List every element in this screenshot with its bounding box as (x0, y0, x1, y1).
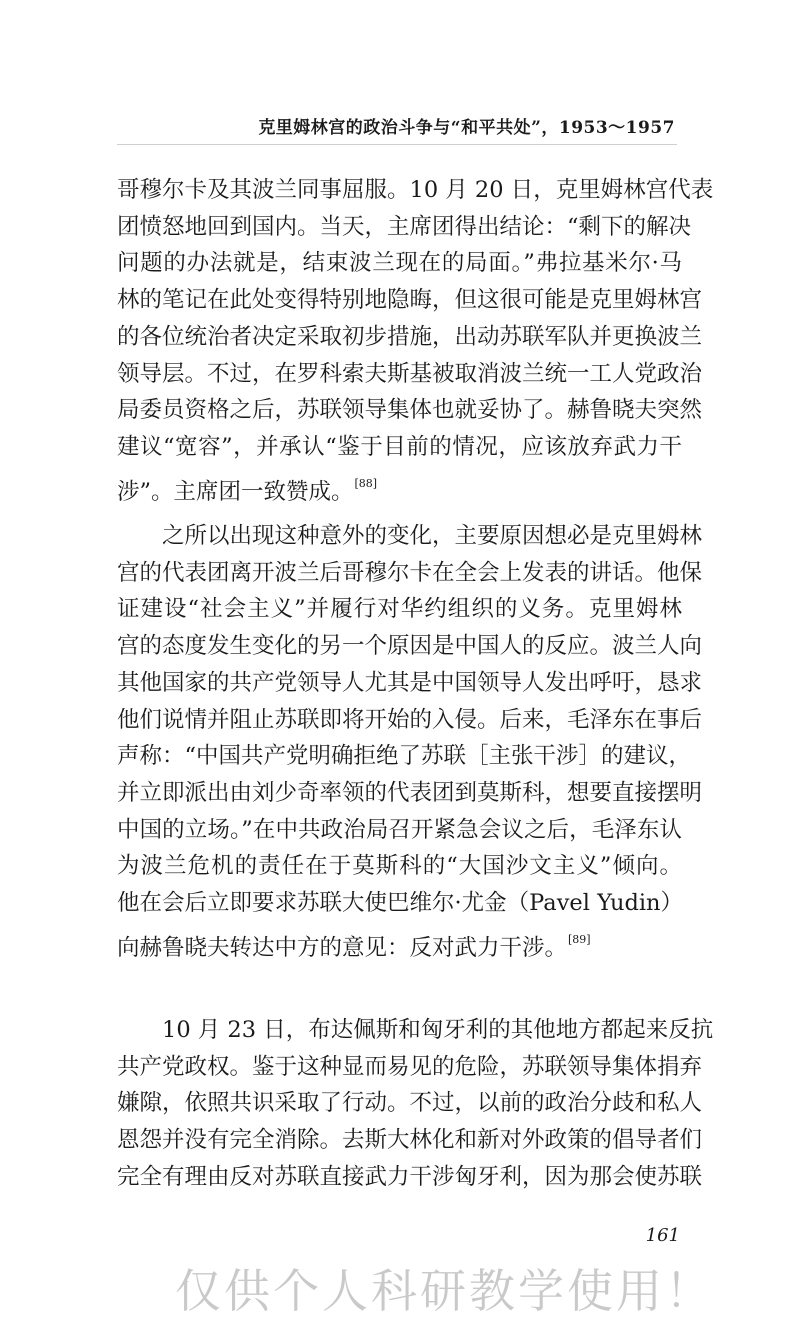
text-line: 团愤怒地回到国内。当天，主席团得出结论：“剩下的解决 (117, 213, 692, 240)
text-line: 建议“宽容”，并承认“鉴于目前的情况，应该放弃武力干 (117, 433, 682, 460)
text-line (117, 922, 682, 967)
text-line: 声称：“中国共产党明确拒绝了苏联［主张干涉］的建议， (117, 743, 692, 770)
text-line (117, 466, 682, 511)
text-line-content: 涉”。主席团一致赞成。 (117, 478, 354, 505)
text-line: 完全有理由反对苏联直接武力干涉匈牙利，因为那会使苏联 (117, 1163, 703, 1190)
text-line: 的各位统治者决定采取初步措施，出动苏联军队并更换波兰 (117, 323, 703, 350)
text-line: 他在会后立即要求苏联大使巴维尔·尤金（Pavel Yudin） (117, 890, 684, 917)
text-line-content: 向赫鲁晓夫转达中方的意见：反对武力干涉。 (117, 934, 568, 961)
running-header: 克里姆林宫的政治斗争与“和平共处”，1953～1957 (258, 118, 675, 138)
paragraph-1 (117, 172, 714, 510)
text-line: 中国的立场。”在中共政治局召开紧急会议之后，毛泽东认 (117, 816, 682, 843)
header-divider (117, 144, 677, 145)
text-line: 林的笔记在此处变得特别地隐晦，但这很可能是克里姆林宫 (117, 287, 703, 314)
text-line: 宫的代表团离开波兰后哥穆尔卡在全会上发表的讲话。他保 (117, 559, 703, 586)
text-line: 宫的态度发生变化的另一个原因是中国人的反应。波兰人向 (117, 633, 703, 660)
text-line: 10 月 23 日，布达佩斯和匈牙利的其他地方都起来反抗 (162, 1017, 714, 1043)
watermark: 仅供个人科研教学使用！ (175, 1264, 714, 1318)
text-line: 他们说情并阻止苏联即将开始的入侵。后来，毛泽东在事后 (117, 706, 703, 733)
text-line: 为波兰危机的责任在于莫斯科的“大国沙文主义”倾向。 (117, 853, 682, 880)
text-line: 其他国家的共产党领导人尤其是中国领导人发出呼吁，恳求 (117, 669, 703, 696)
text-line: 恩怨并没有完全消除。去斯大林化和新对外政策的倡导者们 (117, 1127, 703, 1154)
paragraph-3 (117, 1012, 714, 1196)
text-line: 证建设“社会主义”并履行对华约组织的义务。克里姆林 (117, 596, 682, 623)
paragraph-2 (117, 518, 703, 966)
text-line: 哥穆尔卡及其波兰同事屈服。10 月 20 日，克里姆林宫代表 (117, 177, 714, 203)
text-line: 领导层。不过，在罗科索夫斯基被取消波兰统一工人党政治 (117, 360, 703, 387)
text-line: 并立即派出由刘少奇率领的代表团到莫斯科，想要直接摆明 (117, 779, 703, 806)
text-line: 问题的办法就是，结束波兰现在的局面。”弗拉基米尔·马 (117, 250, 682, 277)
text-line: 局委员资格之后，苏联领导集体也就妥协了。赫鲁晓夫突然 (117, 397, 703, 424)
text-line: 嫌隙，依照共识采取了行动。不过，以前的政治分歧和私人 (117, 1090, 703, 1117)
footnote-ref-88[interactable]: [88] (354, 476, 378, 490)
text-line: 之所以出现这种意外的变化，主要原因想必是克里姆林 (162, 523, 703, 549)
footnote-ref-89[interactable]: [89] (568, 932, 591, 946)
page-number: 161 (645, 1225, 680, 1246)
text-line: 共产党政权。鉴于这种显而易见的危险，苏联领导集体捐弃 (117, 1053, 703, 1080)
